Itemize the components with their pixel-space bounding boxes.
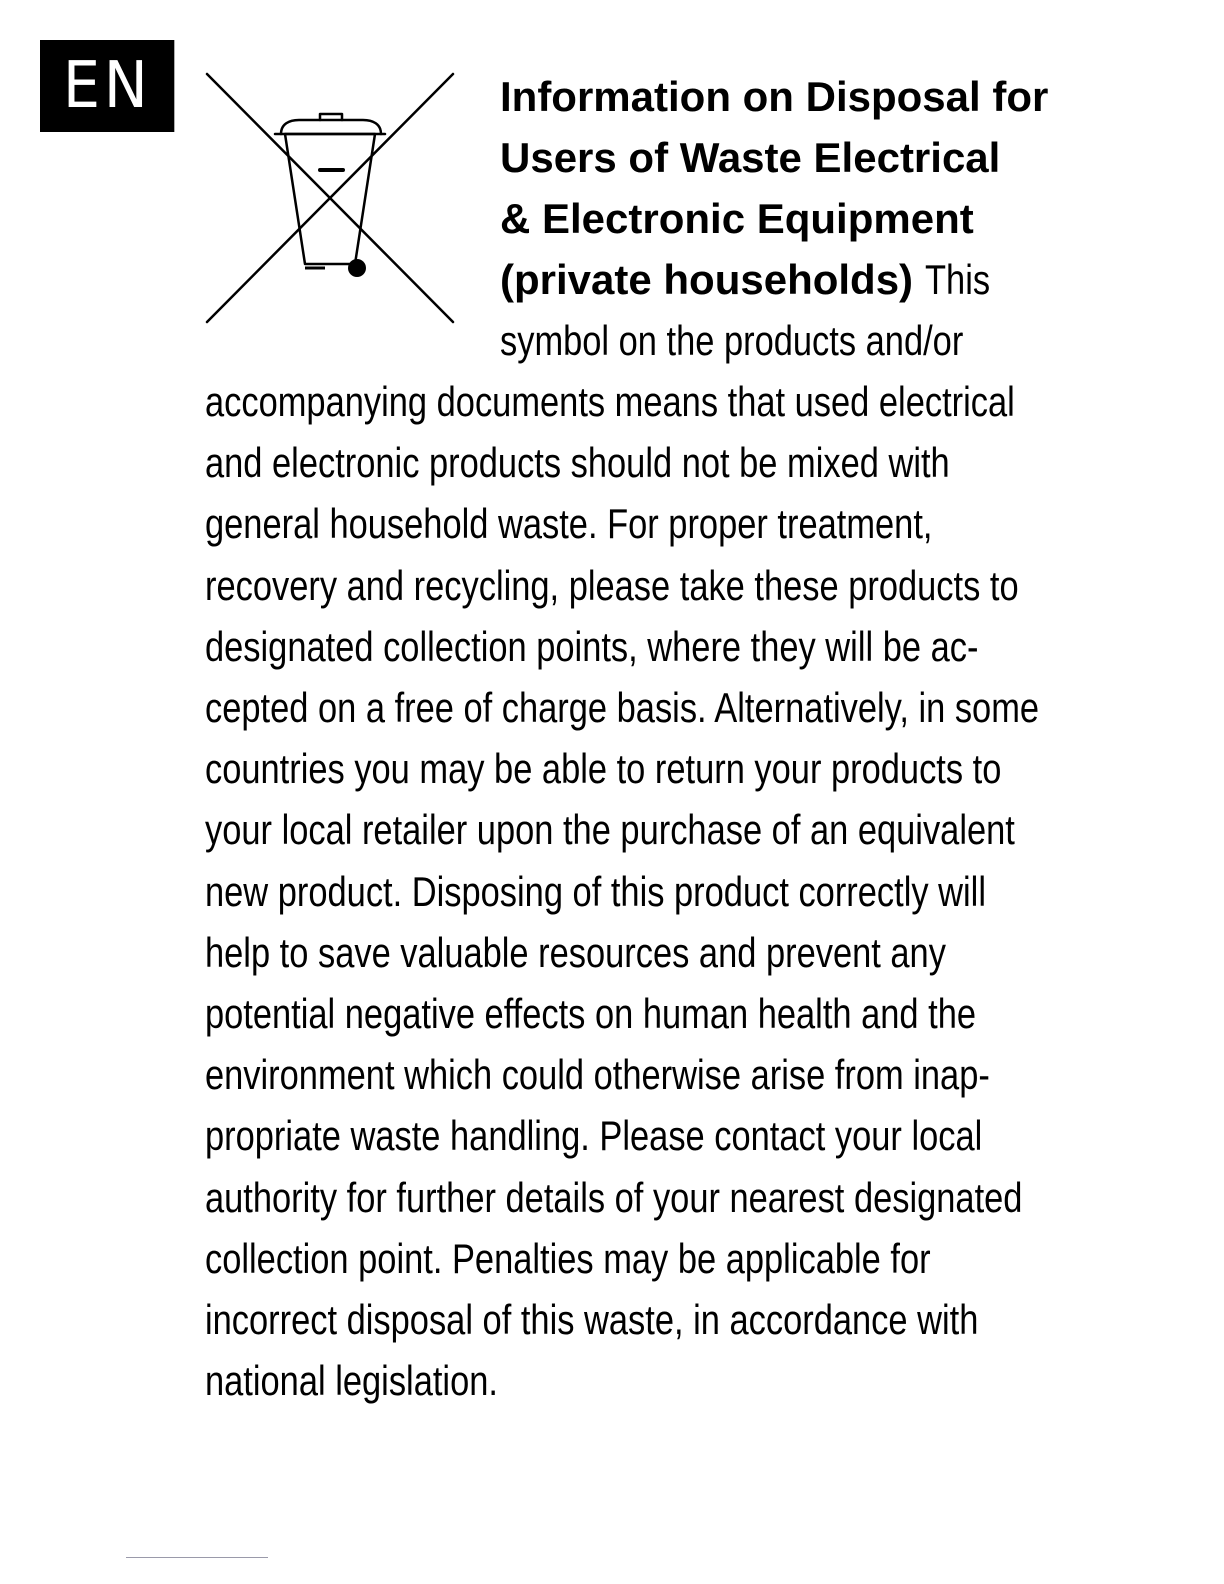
body-line: environment which could otherwise arise from inap-: [205, 1051, 990, 1099]
body-line: potential negative effects on human health and the: [205, 990, 977, 1038]
body-line: recovery and recycling, please take these products to: [205, 561, 1019, 609]
body-line: countries you may be able to return your products to: [205, 745, 1002, 793]
body-line: help to save valuable resources and prevent any: [205, 928, 946, 976]
heading-line: Users of Waste Electrical: [500, 134, 1001, 181]
body-line: your local retailer upon the purchase of an equivalent: [205, 806, 1015, 854]
body-line: incorrect disposal of this waste, in accordance with: [205, 1296, 979, 1344]
body-line: propriate waste handling. Please contact your local: [205, 1112, 983, 1160]
body-line: and electronic products should not be mixed with: [205, 439, 950, 487]
crossed-out-wheeled-bin-icon: [205, 72, 455, 324]
body-first-line: symbol on the products and/or: [500, 317, 964, 364]
heading: [500, 66, 1140, 310]
language-badge: EN: [40, 40, 174, 132]
body-line: general household waste. For proper treatment,: [205, 500, 933, 548]
body-line: cepted on a free of charge basis. Alternatively, in some: [205, 684, 1040, 732]
body-text: [205, 371, 1123, 1411]
body-line: national legislation.: [205, 1357, 498, 1405]
footer-divider: [126, 1557, 268, 1558]
body-line: collection point. Penalties may be applicable for: [205, 1234, 931, 1282]
heading-line: & Electronic Equipment: [500, 195, 974, 242]
heading-line-text: (private households): [500, 256, 914, 303]
body-line: authority for further details of your nearest designated: [205, 1173, 1023, 1221]
body-lead-word: This: [924, 256, 990, 303]
body-line: accompanying documents means that used electrical: [205, 378, 1015, 425]
body-line: new product. Disposing of this product correctly will: [205, 867, 986, 915]
body-line: designated collection points, where they will be ac-: [205, 622, 979, 670]
heading-line: [500, 249, 1140, 310]
heading-line: Information on Disposal for: [500, 73, 1049, 120]
